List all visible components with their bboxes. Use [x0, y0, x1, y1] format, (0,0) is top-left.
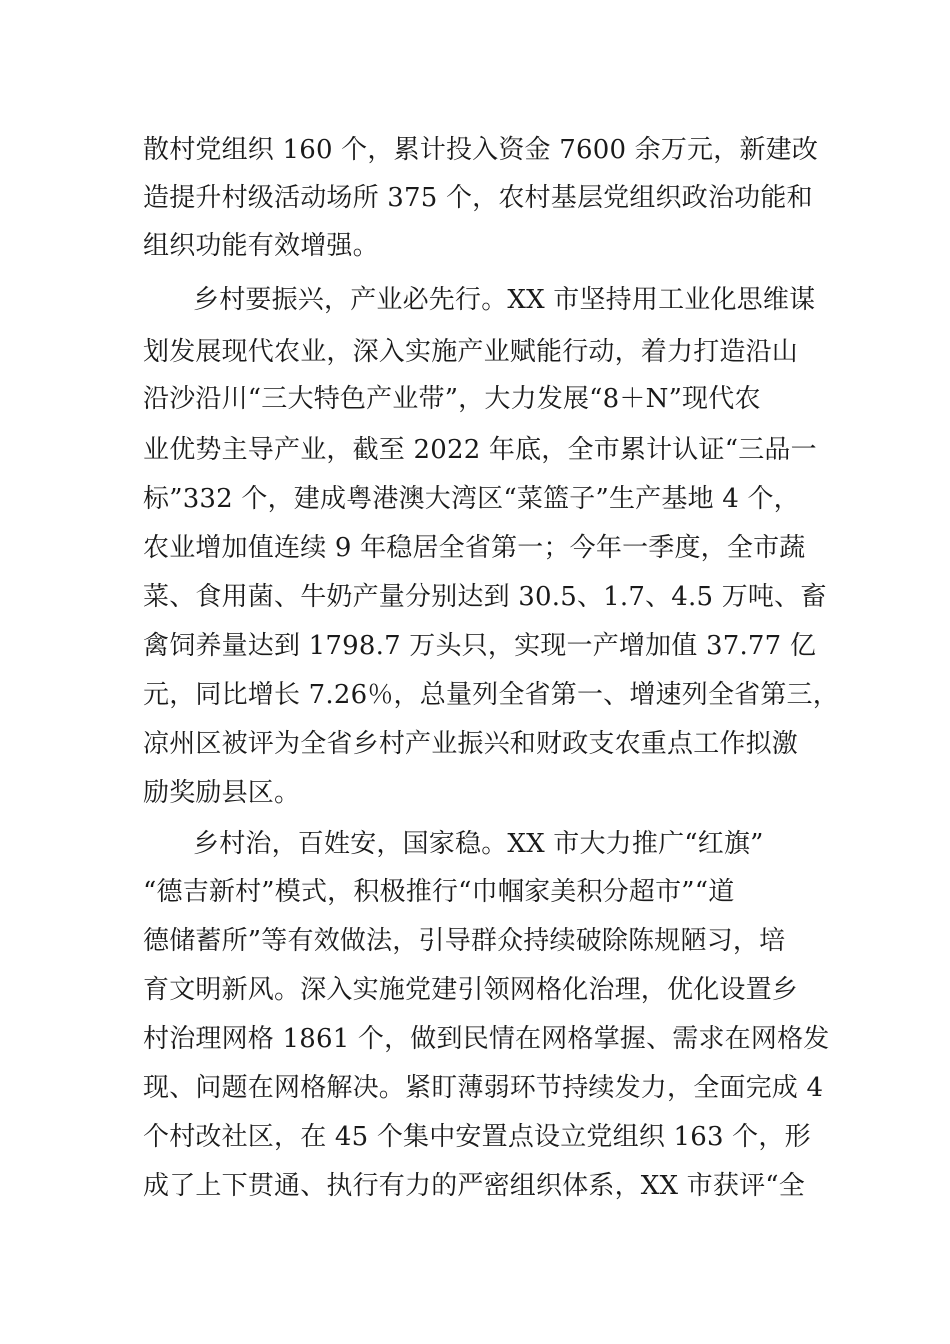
text-line: 育文明新风。深入实施党建引领网格化治理，优化设置乡	[143, 975, 799, 1005]
text-line: 村治理网格 1861 个，做到民情在网格掌握、需求在网格发	[143, 1024, 830, 1054]
text-line: 业优势主导产业，截至 2022 年底，全市累计认证“三品一	[143, 435, 817, 465]
text-line: 沿沙沿川“三大特色产业带”，大力发展“8＋N”现代农	[143, 384, 761, 414]
text-line: 组织功能有效增强。	[143, 231, 379, 261]
text-line: 励奖励县区。	[143, 778, 301, 808]
text-line: 现、问题在网格解决。紧盯薄弱环节持续发力，全面完成 4	[143, 1073, 824, 1103]
text-line: “德吉新村”模式，积极推行“巾帼家美积分超市”“道	[143, 877, 735, 907]
text-line: 凉州区被评为全省乡村产业振兴和财政支农重点工作拟激	[143, 729, 799, 759]
text-line: 德储蓄所”等有效做法，引导群众持续破除陈规陋习，培	[143, 926, 786, 956]
text-line: 划发展现代农业，深入实施产业赋能行动，着力打造沿山	[143, 337, 799, 367]
text-line: 元，同比增长 7.26％，总量列全省第一、增速列全省第三，	[143, 680, 839, 710]
text-line: 菜、食用菌、牛奶产量分别达到 30.5、1.7、4.5 万吨、畜	[143, 582, 827, 612]
text-line: 散村党组织 160 个，累计投入资金 7600 余万元，新建改	[143, 135, 819, 165]
text-line: 造提升村级活动场所 375 个，农村基层党组织政治功能和	[143, 183, 813, 213]
text-line: 标”332 个，建成粤港澳大湾区“菜篮子”生产基地 4 个，	[143, 484, 800, 514]
paragraph-first-line: 乡村要振兴，产业必先行。XX 市坚持用工业化思维谋	[193, 285, 816, 315]
text-line: 个村改社区，在 45 个集中安置点设立党组织 163 个，形	[143, 1122, 811, 1152]
text-line: 禽饲养量达到 1798.7 万头只，实现一产增加值 37.77 亿	[143, 631, 817, 661]
paragraph-first-line: 乡村治，百姓安，国家稳。XX 市大力推广“红旗”	[193, 829, 764, 859]
text-line: 农业增加值连续 9 年稳居全省第一；今年一季度，全市蔬	[143, 533, 806, 563]
text-line: 成了上下贯通、执行有力的严密组织体系，XX 市获评“全	[143, 1171, 805, 1201]
